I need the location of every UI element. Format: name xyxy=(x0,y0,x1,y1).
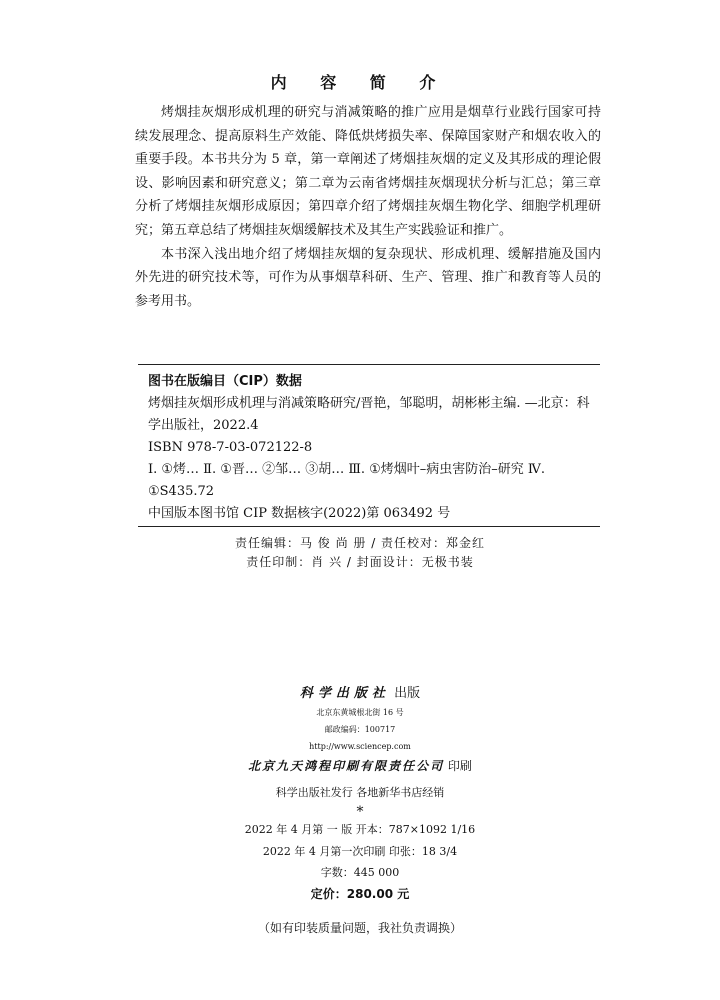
printer-suffix: 印刷 xyxy=(447,759,472,773)
summary-paragraph-2: 本书深入浅出地介绍了烤烟挂灰烟的复杂现状、形成机理、缓解措施及国内外先进的研究技术等，可作为从事烟草科研、生产、管理、推广和教育等人员的参考用书。 xyxy=(135,246,601,309)
quality-notice: （如有印装质量问题，我社负责调换） xyxy=(257,921,462,935)
price: 定价：280.00 元 xyxy=(310,887,410,901)
page-title: 内 容 简 介 xyxy=(270,73,450,92)
printer-name: 北京九天鸿程印刷有限责任公司 xyxy=(248,759,445,773)
editors-line-2: 责任印制：肖 兴 / 封面设计：无极书装 xyxy=(246,555,474,569)
summary-paragraph-1: 烤烟挂灰烟形成机理的研究与消减策略的推广应用是烟草行业践行国家可持续发展理念、提高原料生产效能、降低烘烤损失率、保障国家财产和烟农收入的重要手段。本书共分为 5 章，第一章阐述了烤烟挂灰烟的定义及其形成的理论假设、影响因素和研究意义；第二章为云南省烤烟挂灰烟现状分析与汇总；第三章分析了烤烟挂灰烟形成原因；第四章介绍了烤烟挂灰烟生物化学、细胞学机理研究；第五章总结了烤烟挂灰烟缓解技术及其生产实践验证和推广。 xyxy=(135,105,601,238)
publisher-website: http://www.sciencep.com xyxy=(309,742,411,751)
editors-block xyxy=(0,534,720,572)
summary-section xyxy=(135,101,601,313)
distribution-line: 科学出版社发行 各地新华书店经销 xyxy=(275,786,445,799)
cip-bottom-divider xyxy=(138,526,600,527)
cip-top-divider xyxy=(138,364,600,365)
edition-line: 2022 年 4 月第 一 版 开本：787×1092 1/16 xyxy=(244,823,476,836)
word-count: 字数：445 000 xyxy=(320,866,400,879)
publisher-postcode: 邮政编码：100717 xyxy=(324,725,396,734)
publisher-line xyxy=(0,684,720,704)
cip-isbn: ISBN 978-7-03-072122-8 xyxy=(148,440,313,455)
printing-line: 2022 年 4 月第一次印刷 印张：18 3/4 xyxy=(262,845,458,858)
editors-line-1: 责任编辑：马 俊 尚 册 / 责任校对：郑金红 xyxy=(234,536,486,550)
publisher-name: 科学出版社 xyxy=(299,686,390,701)
cip-heading: 图书在版编目（CIP）数据 xyxy=(148,374,302,389)
cip-block xyxy=(138,371,600,525)
publisher-suffix: 出版 xyxy=(394,686,421,701)
cip-record: 烤烟挂灰烟形成机理与消减策略研究/晋艳，邹聪明，胡彬彬主编. —北京：科学出版社，2022.4 xyxy=(148,396,590,433)
separator-star: * xyxy=(356,804,364,820)
printer-line xyxy=(0,755,720,777)
cip-library-record: 中国版本图书馆 CIP 数据核字(2022)第 063492 号 xyxy=(148,506,451,521)
cip-classification: Ⅰ. ①烤… Ⅱ. ①晋… ②邹… ③胡… Ⅲ. ①烤烟叶–病虫害防治–研究 Ⅳ. ①S435.72 xyxy=(148,462,546,499)
imprint-block xyxy=(0,684,720,939)
publisher-address: 北京东黄城根北街 16 号 xyxy=(316,708,404,717)
